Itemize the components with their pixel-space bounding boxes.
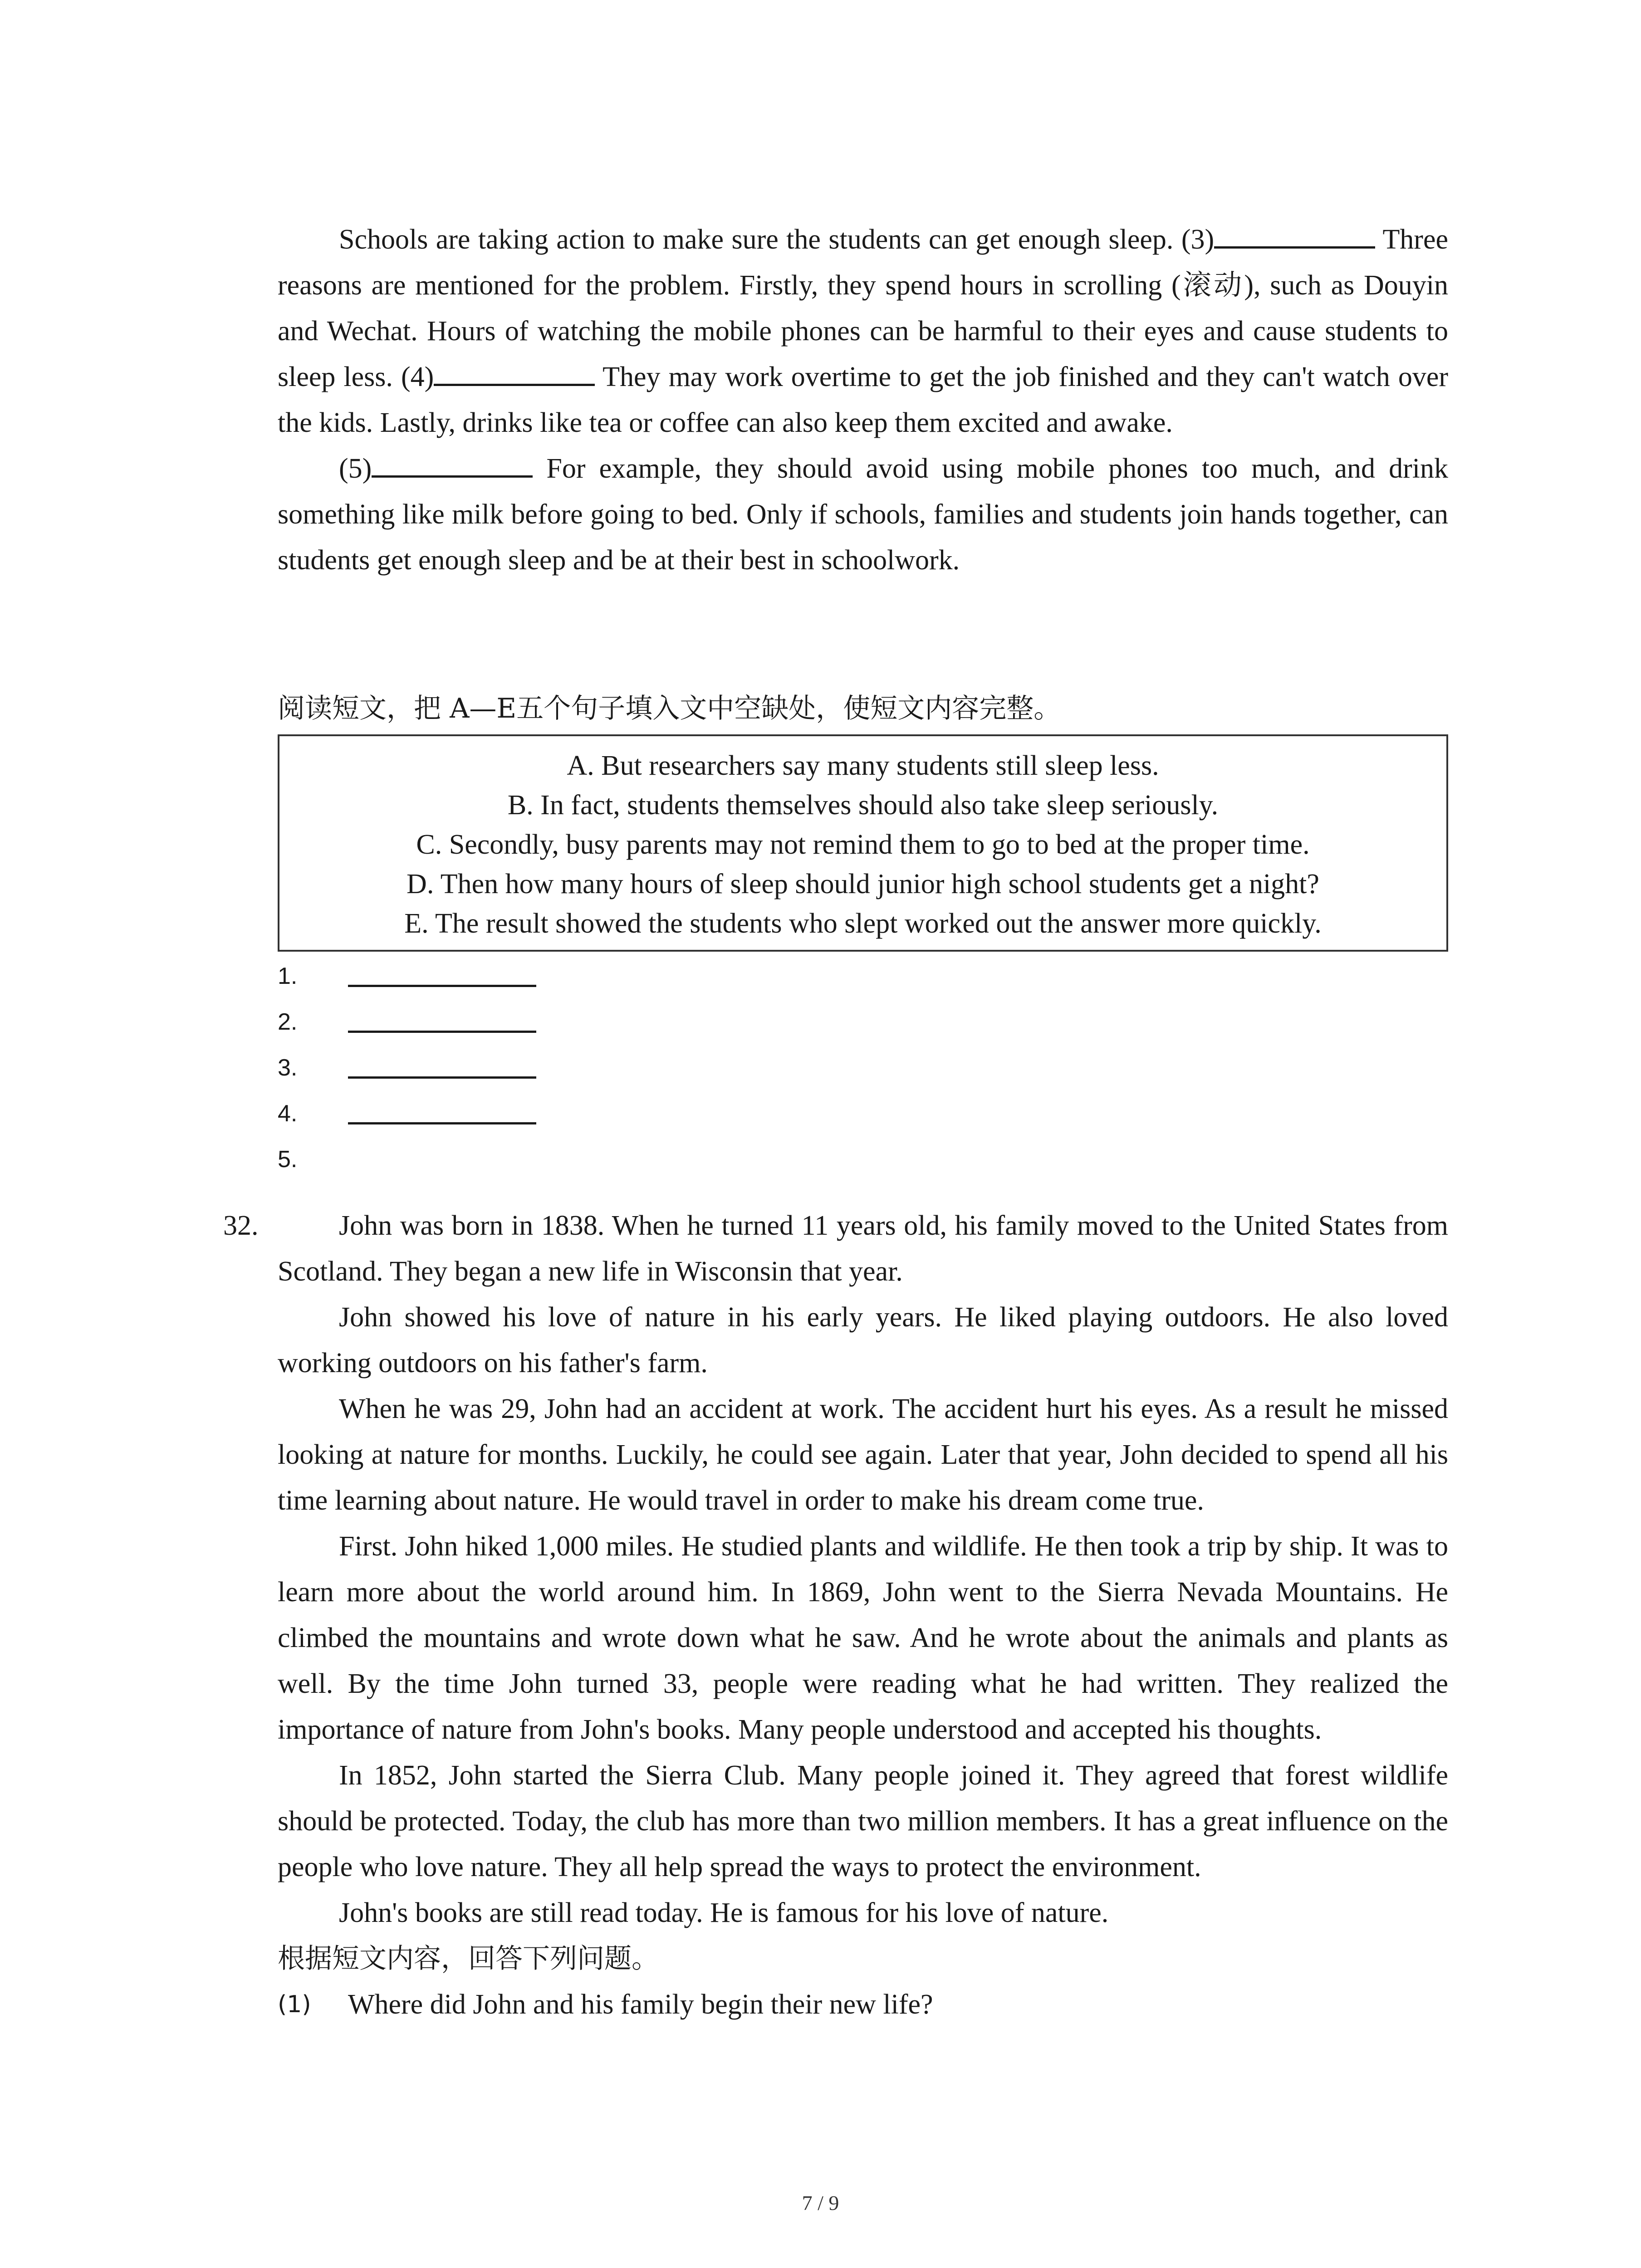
passage-paragraph-1 bbox=[278, 217, 1448, 446]
option-d: D. Then how many hours of sleep should junior high school students get a night? bbox=[407, 869, 1319, 899]
passage-text: For example, they should avoid using mobile phones too much, and drink something like milk before going to bed. Only if schools, families and students join hands together, can students get enough sleep and be at their best in schoolwork. bbox=[278, 453, 1448, 576]
q32-paragraph-5: In 1852, John started the Sierra Club. Many people joined it. They agreed that forest wildlife should be protected. Today, the club has more than two million members. It has a great influence on the people who love nature. They all help spread the ways to protect the environment. bbox=[278, 1760, 1448, 1882]
answer-row bbox=[278, 1006, 1448, 1051]
answer-number: 4. bbox=[278, 1100, 298, 1127]
blank-4[interactable] bbox=[434, 356, 595, 386]
answer-list bbox=[278, 960, 1448, 1189]
blank-5[interactable] bbox=[372, 447, 533, 478]
answer-number: 1. bbox=[278, 963, 298, 989]
answer-blank[interactable] bbox=[348, 985, 536, 987]
sub-question-text: Where did John and his family begin their new life? bbox=[348, 1989, 933, 2020]
passage-section bbox=[278, 217, 1448, 583]
answer-number: 2. bbox=[278, 1009, 298, 1035]
answer-blank[interactable] bbox=[348, 1122, 536, 1124]
passage-paragraph-2 bbox=[278, 446, 1448, 583]
passage-text: Three reasons are mentioned for the problem. Firstly, they spend hours in scrolling (滚动), such as Douyin and Wechat. Hours of watching the mobile phones can be harmful to their eyes and cause students to sleep less. (4) bbox=[278, 224, 1448, 392]
q32-paragraph-4: First. John hiked 1,000 miles. He studied plants and wildlife. He then took a trip by ship. It was to learn more about the world around him. In 1869, John went to the Sierra Nevada Mountains. He climbed the mountains and wrote down what he saw. And he wrote about the animals and plants as well. By the time John turned 33, people were reading what he had written. They realized the importance of nature from John's books. Many people understood and accepted his thoughts. bbox=[278, 1531, 1448, 1745]
q32-paragraph-2: John showed his love of nature in his early years. He liked playing outdoors. He also loved working outdoors on his father's farm. bbox=[278, 1302, 1448, 1378]
option-e: E. The result showed the students who slept worked out the answer more quickly. bbox=[404, 908, 1322, 939]
passage-text: Schools are taking action to make sure the students can get enough sleep. (3) bbox=[339, 224, 1215, 255]
page-number: 7 / 9 bbox=[802, 2191, 839, 2214]
options-section bbox=[278, 686, 1448, 1189]
question-32-passage bbox=[278, 1203, 1448, 2028]
answer-number: 5. bbox=[278, 1146, 298, 1173]
q32-paragraph-6: John's books are still read today. He is famous for his love of nature. bbox=[339, 1897, 1109, 1928]
sub-question-number: (1) bbox=[278, 1991, 311, 2018]
sub-question-1 bbox=[278, 1982, 1448, 2028]
instruction-text: 阅读短文，把 A—E五个句子填入文中空缺处，使短文内容完整。 bbox=[278, 693, 1061, 724]
question-number: 32. bbox=[223, 1210, 259, 1241]
option-a: A. But researchers say many students still sleep less. bbox=[567, 750, 1159, 781]
passage-text: They may work overtime to get the job finished and they can't watch over the kids. Lastly, drinks like tea or coffee can also keep them excited and awake. bbox=[278, 362, 1448, 438]
answer-blank[interactable] bbox=[348, 1076, 536, 1079]
answer-row bbox=[278, 1143, 1448, 1189]
options-box bbox=[278, 734, 1448, 952]
passage-text: (5) bbox=[339, 453, 372, 484]
answer-row bbox=[278, 1097, 1448, 1143]
answer-row bbox=[278, 960, 1448, 1006]
q32-paragraph-3: When he was 29, John had an accident at work. The accident hurt his eyes. As a result he missed looking at nature for months. Luckily, he could see again. Later that year, John decided to spend all his time learning about nature. He would travel in order to make his dream come true. bbox=[278, 1393, 1448, 1516]
answer-row bbox=[278, 1051, 1448, 1097]
option-c: C. Secondly, busy parents may not remind them to go to bed at the proper time. bbox=[416, 829, 1310, 860]
q32-paragraph-1: John was born in 1838. When he turned 11 years old, his family moved to the United States from Scotland. They began a new life in Wisconsin that year. bbox=[278, 1210, 1448, 1287]
answer-number: 3. bbox=[278, 1055, 298, 1081]
option-b: B. In fact, students themselves should also take sleep seriously. bbox=[507, 790, 1219, 821]
blank-3[interactable] bbox=[1214, 218, 1375, 249]
answer-blank[interactable] bbox=[348, 1031, 536, 1033]
q32-instruction: 根据短文内容，回答下列问题。 bbox=[278, 1943, 659, 1975]
